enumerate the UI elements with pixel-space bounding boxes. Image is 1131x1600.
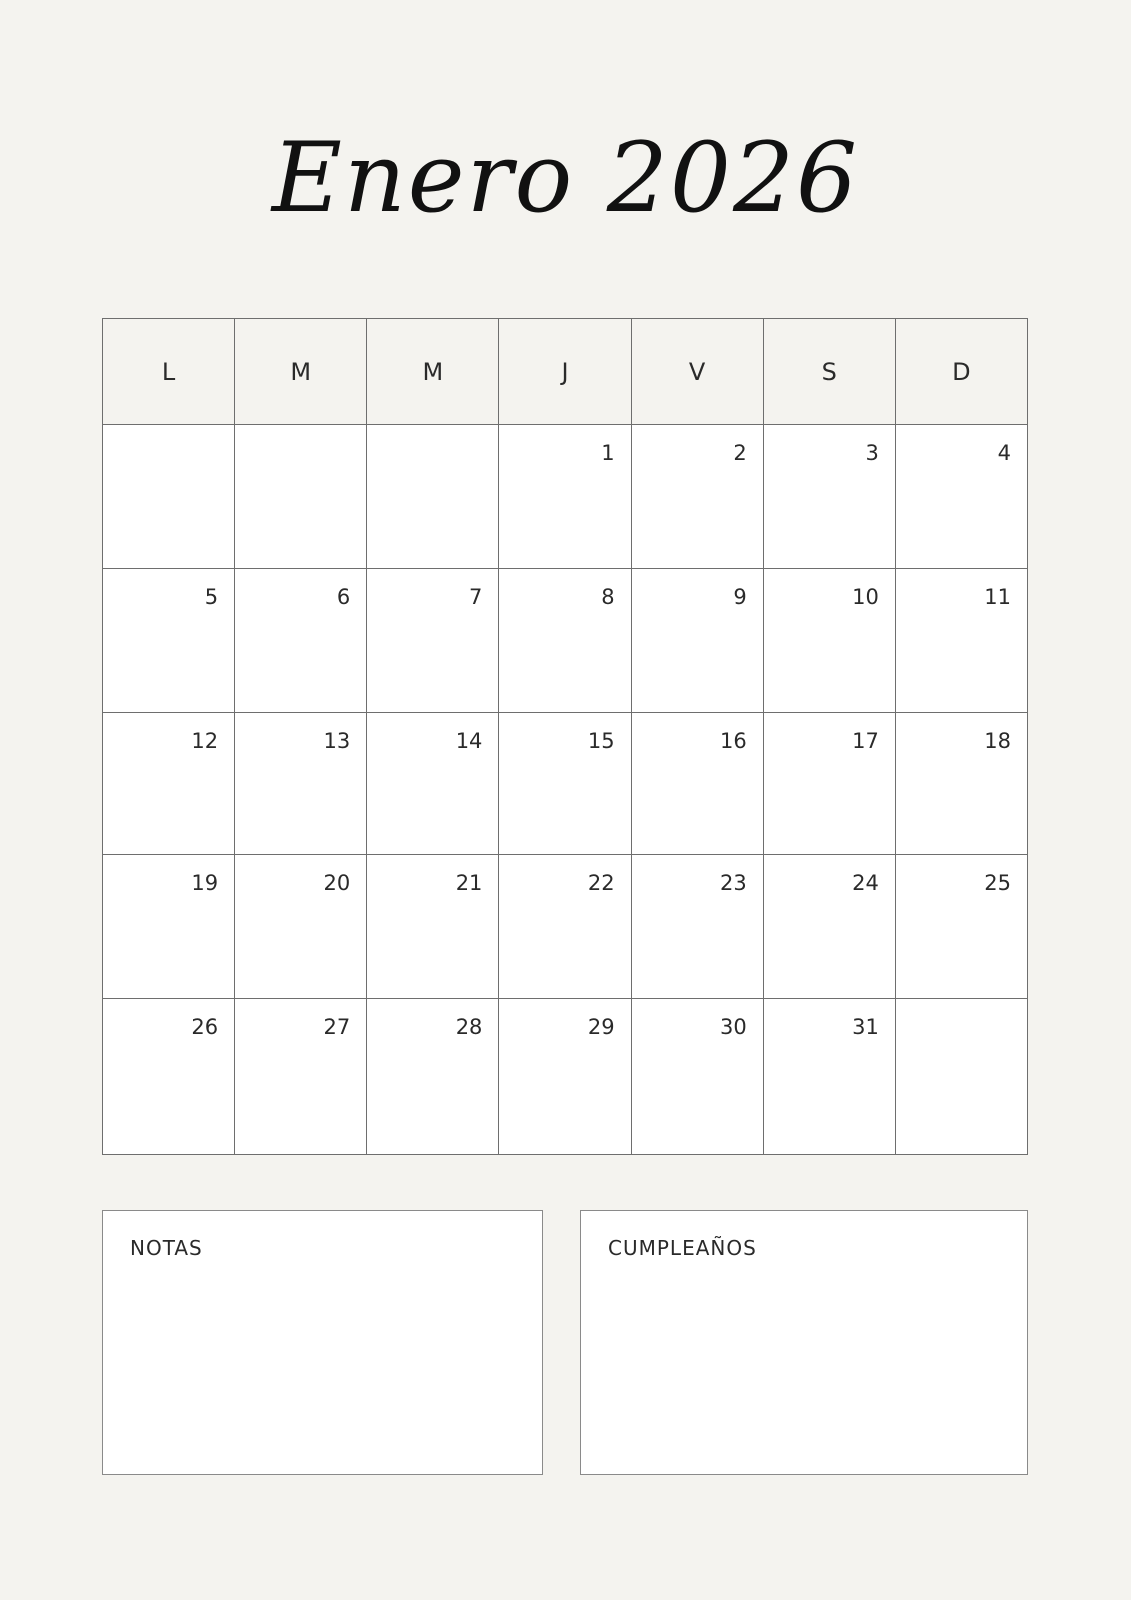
day-cell: [235, 855, 367, 999]
day-cell: [499, 569, 631, 713]
day-cell: [367, 713, 499, 855]
day-number: 3: [865, 441, 879, 465]
day-number: 19: [191, 871, 219, 895]
day-number: [235, 425, 366, 439]
day-cell: [367, 855, 499, 999]
day-number: 25: [984, 871, 1011, 895]
week-row: [103, 713, 1028, 855]
day-cell: [895, 425, 1027, 569]
weekday-header-row: [103, 319, 1028, 425]
day-cell: [103, 713, 235, 855]
day-number: 8: [601, 585, 615, 609]
day-number: 29: [587, 1015, 615, 1039]
day-cell: [103, 855, 235, 999]
day-cell: [631, 713, 763, 855]
day-number: 21: [455, 871, 483, 895]
weekday-header: V: [631, 319, 763, 425]
day-number: 13: [323, 729, 351, 753]
day-number: [103, 425, 234, 439]
day-cell: [235, 999, 367, 1155]
day-cell: [235, 713, 367, 855]
day-cell: [367, 569, 499, 713]
day-number: 4: [997, 441, 1011, 465]
weekday-header: D: [895, 319, 1027, 425]
notes-label: NOTAS: [130, 1236, 203, 1260]
week-row: [103, 855, 1028, 999]
day-cell: [631, 999, 763, 1155]
weekday-header: J: [499, 319, 631, 425]
week-row: [103, 425, 1028, 569]
day-number: 11: [984, 585, 1011, 609]
day-cell: [499, 425, 631, 569]
day-number: 2: [733, 441, 747, 465]
birthdays-box: [580, 1210, 1028, 1475]
day-cell: [763, 713, 895, 855]
day-cell: [763, 569, 895, 713]
day-cell: [103, 569, 235, 713]
day-number: 22: [587, 871, 615, 895]
day-number: 10: [852, 585, 879, 609]
day-number: 5: [204, 585, 219, 609]
day-number: 7: [469, 585, 483, 609]
day-cell: [895, 999, 1027, 1155]
day-cell: [499, 999, 631, 1155]
day-cell: [499, 855, 631, 999]
day-number: 12: [191, 729, 219, 753]
day-cell: [895, 855, 1027, 999]
page-title: Enero 2026: [271, 122, 860, 234]
day-cell: [103, 425, 235, 569]
weekday-header: S: [763, 319, 895, 425]
calendar-grid: [102, 318, 1028, 1155]
day-number: 17: [852, 729, 879, 753]
day-number: 6: [336, 585, 351, 609]
day-cell: [763, 999, 895, 1155]
week-row: [103, 569, 1028, 713]
birthdays-label: CUMPLEAÑOS: [608, 1236, 757, 1260]
weekday-header: M: [367, 319, 499, 425]
day-number: [896, 999, 1027, 1013]
day-number: 1: [601, 441, 615, 465]
weekday-header: L: [103, 319, 235, 425]
day-cell: [367, 425, 499, 569]
weekday-header: M: [235, 319, 367, 425]
day-number: 9: [733, 585, 747, 609]
day-number: 27: [323, 1015, 351, 1039]
day-cell: [763, 855, 895, 999]
day-cell: [235, 569, 367, 713]
day-number: 31: [852, 1015, 879, 1039]
notes-box: [102, 1210, 543, 1475]
day-cell: [499, 713, 631, 855]
day-number: 30: [719, 1015, 747, 1039]
day-number: 20: [323, 871, 351, 895]
day-cell: [631, 425, 763, 569]
week-row: [103, 999, 1028, 1155]
day-cell: [631, 855, 763, 999]
day-number: 28: [455, 1015, 483, 1039]
day-cell: [367, 999, 499, 1155]
day-number: 23: [719, 871, 747, 895]
day-number: 24: [852, 871, 879, 895]
day-cell: [895, 713, 1027, 855]
day-number: 16: [719, 729, 747, 753]
day-number: [367, 425, 498, 439]
day-number: 18: [984, 729, 1011, 753]
day-cell: [631, 569, 763, 713]
day-number: 14: [455, 729, 483, 753]
day-number: 26: [191, 1015, 219, 1039]
day-cell: [235, 425, 367, 569]
day-number: 15: [587, 729, 615, 753]
day-cell: [895, 569, 1027, 713]
day-cell: [763, 425, 895, 569]
day-cell: [103, 999, 235, 1155]
